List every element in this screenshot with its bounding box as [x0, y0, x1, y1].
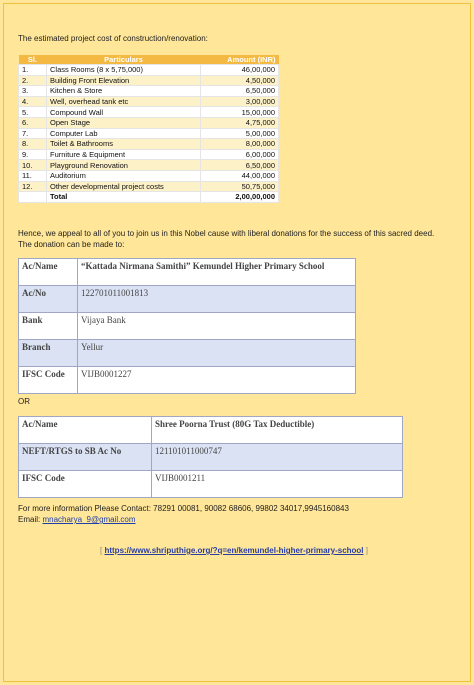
bank-field-label: Ac/No	[19, 286, 78, 313]
bank-field-value: VIJB0001211	[152, 471, 403, 498]
cost-cell-sl	[19, 192, 47, 203]
cost-cell-particular: Well, overhead tank etc	[47, 96, 201, 107]
cost-cell-sl: 7.	[19, 128, 47, 139]
cost-row	[19, 160, 279, 171]
total-value: 2,00,00,000	[201, 192, 279, 203]
cost-cell-particular: Auditorium	[47, 170, 201, 181]
cost-total-row	[19, 192, 279, 203]
cost-cell-amount: 6,50,000	[201, 86, 279, 97]
cost-cell-particular: Computer Lab	[47, 128, 201, 139]
email-link[interactable]: mnacharya_9@gmail.com	[42, 515, 136, 524]
cost-cell-sl: 1.	[19, 65, 47, 76]
bank-row	[19, 286, 356, 313]
cost-row	[19, 149, 279, 160]
cost-row	[19, 139, 279, 150]
cost-cell-amount: 6,00,000	[201, 149, 279, 160]
bank-field-value: “Kattada Nirmana Samithi” Kemundel Higher Primary School	[78, 259, 356, 286]
appeal-text	[18, 228, 458, 250]
cost-row	[19, 181, 279, 192]
cost-cell-particular: Furniture & Equipment	[47, 149, 201, 160]
bank-field-label: Ac/Name	[19, 417, 152, 444]
cost-cell-sl: 6.	[19, 117, 47, 128]
email-label: Email:	[18, 515, 41, 524]
cost-cell-amount: 8,00,000	[201, 139, 279, 150]
bank-row	[19, 471, 403, 498]
bank-field-label: Branch	[19, 340, 78, 367]
bank-field-value: 121101011000747	[152, 444, 403, 471]
link-close-bracket: ]	[365, 546, 368, 555]
project-cost-table	[18, 55, 279, 203]
contact-phone-line: For more information Please Contact: 78291 00081, 90082 68606, 99802 34017,9945160843	[18, 504, 349, 513]
header-amount: Amount (INR)	[201, 55, 279, 65]
cost-cell-amount: 4,75,000	[201, 117, 279, 128]
cost-cell-particular: Toilet & Bathrooms	[47, 139, 201, 150]
cost-row	[19, 128, 279, 139]
cost-cell-amount: 50,75,000	[201, 181, 279, 192]
or-label: OR	[18, 397, 30, 406]
cost-cell-sl: 10.	[19, 160, 47, 171]
cost-cell-sl: 3.	[19, 86, 47, 97]
cost-cell-particular: Other developmental project costs	[47, 181, 201, 192]
cost-cell-amount: 6,50,000	[201, 160, 279, 171]
contact-info	[18, 503, 349, 525]
cost-row	[19, 107, 279, 118]
cost-cell-sl: 9.	[19, 149, 47, 160]
bank-row	[19, 340, 356, 367]
cost-cell-sl: 2.	[19, 75, 47, 86]
cost-row	[19, 117, 279, 128]
contact-email-line	[18, 514, 349, 525]
appeal-line-2: The donation can be made to:	[18, 240, 125, 249]
bank-details-table-1	[18, 258, 356, 394]
cost-cell-amount: 15,00,000	[201, 107, 279, 118]
bank-row	[19, 444, 403, 471]
cost-cell-sl: 5.	[19, 107, 47, 118]
cost-cell-sl: 4.	[19, 96, 47, 107]
cost-cell-amount: 5,00,000	[201, 128, 279, 139]
cost-cell-sl: 11.	[19, 170, 47, 181]
cost-cell-particular: Kitchen & Store	[47, 86, 201, 97]
website-link-line	[100, 546, 368, 555]
cost-cell-amount: 4,50,000	[201, 75, 279, 86]
cost-row	[19, 170, 279, 181]
cost-cell-sl: 12.	[19, 181, 47, 192]
cost-row	[19, 65, 279, 76]
bank-row	[19, 313, 356, 340]
cost-cell-particular: Building Front Elevation	[47, 75, 201, 86]
bank-row	[19, 417, 403, 444]
cost-row	[19, 96, 279, 107]
cost-cell-amount: 44,00,000	[201, 170, 279, 181]
total-label: Total	[47, 192, 201, 203]
appeal-line-1: Hence, we appeal to all of you to join us in this Nobel cause with liberal donations for the success of this sacred deed.	[18, 229, 435, 238]
bank-field-value: Yellur	[78, 340, 356, 367]
header-particulars: Particulars	[47, 55, 201, 65]
bank-field-label: Ac/Name	[19, 259, 78, 286]
bank-row	[19, 367, 356, 394]
bank-field-label: IFSC Code	[19, 471, 152, 498]
link-open-bracket: [	[100, 546, 103, 555]
cost-cell-particular: Open Stage	[47, 117, 201, 128]
bank-field-value: 122701011001813	[78, 286, 356, 313]
bank-row	[19, 259, 356, 286]
cost-row	[19, 75, 279, 86]
cost-cell-amount: 3,00,000	[201, 96, 279, 107]
bank-field-value: Shree Poorna Trust (80G Tax Deductible)	[152, 417, 403, 444]
bank-field-value: Vijaya Bank	[78, 313, 356, 340]
cost-cell-particular: Class Rooms (8 x 5,75,000)	[47, 65, 201, 76]
bank-details-table-2	[18, 416, 403, 498]
bank-field-label: Bank	[19, 313, 78, 340]
cost-cell-particular: Compound Wall	[47, 107, 201, 118]
website-link[interactable]: https://www.shriputhige.org/?q=en/kemundel-higher-primary-school	[104, 546, 364, 555]
bank-field-label: NEFT/RTGS to SB Ac No	[19, 444, 152, 471]
cost-row	[19, 86, 279, 97]
bank-field-value: VIJB0001227	[78, 367, 356, 394]
cost-cell-particular: Playground Renovation	[47, 160, 201, 171]
intro-text: The estimated project cost of construction/renovation:	[18, 34, 208, 43]
cost-cell-sl: 8.	[19, 139, 47, 150]
header-sl: Sl.	[19, 55, 47, 65]
bank-field-label: IFSC Code	[19, 367, 78, 394]
cost-cell-amount: 46,00,000	[201, 65, 279, 76]
